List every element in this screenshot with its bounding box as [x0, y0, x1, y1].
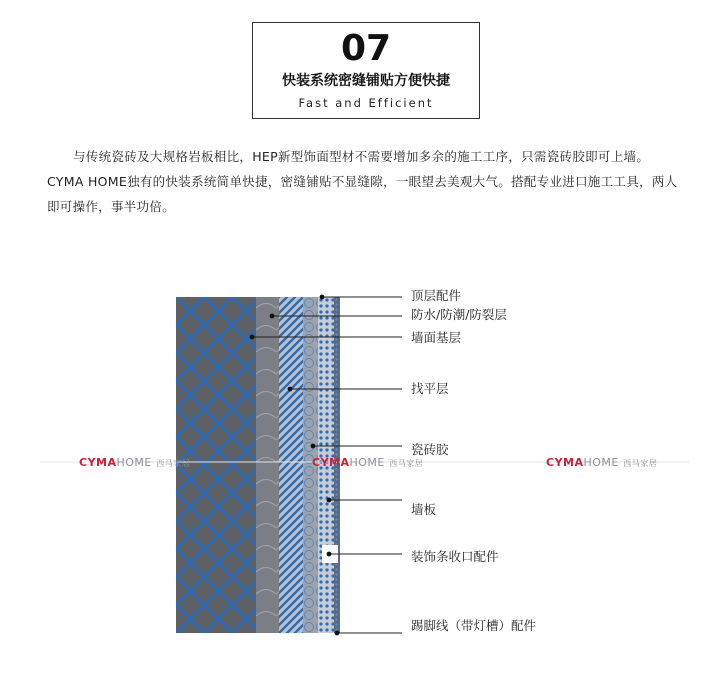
watermark-center [312, 456, 423, 471]
watermark-left [79, 456, 190, 471]
label-tile-adhesive: 瓷砖胶 [411, 442, 449, 457]
watermark-brand-b: HOME [349, 456, 385, 469]
watermark-brand-a: CYMA [79, 456, 117, 469]
watermark-brand-b: HOME [583, 456, 619, 469]
section-subtitle: Fast and Efficient [298, 96, 434, 110]
watermark-right [546, 456, 657, 471]
waterproof-layer [256, 297, 279, 633]
watermark-brand-a: CYMA [546, 456, 584, 469]
label-leveling-layer: 找平层 [411, 381, 449, 396]
label-waterproof-layer: 防水/防潮/防裂层 [411, 307, 507, 322]
section-title: 快装系统密缝铺贴方便快捷 [282, 73, 450, 89]
watermark-brand-b: HOME [116, 456, 152, 469]
section-number: 07 [340, 28, 392, 69]
watermark-brand-cn: 西马家居 [389, 459, 424, 468]
watermark-brand-cn: 西马家居 [623, 459, 658, 468]
label-wall-panel: 墙板 [411, 502, 437, 517]
label-trim-accessory: 装饰条收口配件 [411, 549, 499, 564]
label-top-accessory: 顶层配件 [411, 288, 462, 303]
watermark-brand-a: CYMA [312, 456, 350, 469]
label-wall-base: 墙面基层 [411, 330, 462, 345]
leveling-layer [279, 297, 303, 633]
description-paragraph: 与传统瓷砖及大规格岩板相比，HEP新型饰面型材不需要增加多余的施工工序，只需瓷砖胶即可上墙。CYMA HOME独有的快装系统简单快捷，密缝铺贴不显缝隙，一眼望去美观大气。搭配专业进口施工工具，两人即可操作，事半功倍。 [47, 149, 678, 214]
label-skirting-accessory: 踢脚线（带灯槽）配件 [411, 618, 537, 633]
watermark-brand-cn: 西马家居 [156, 459, 191, 468]
